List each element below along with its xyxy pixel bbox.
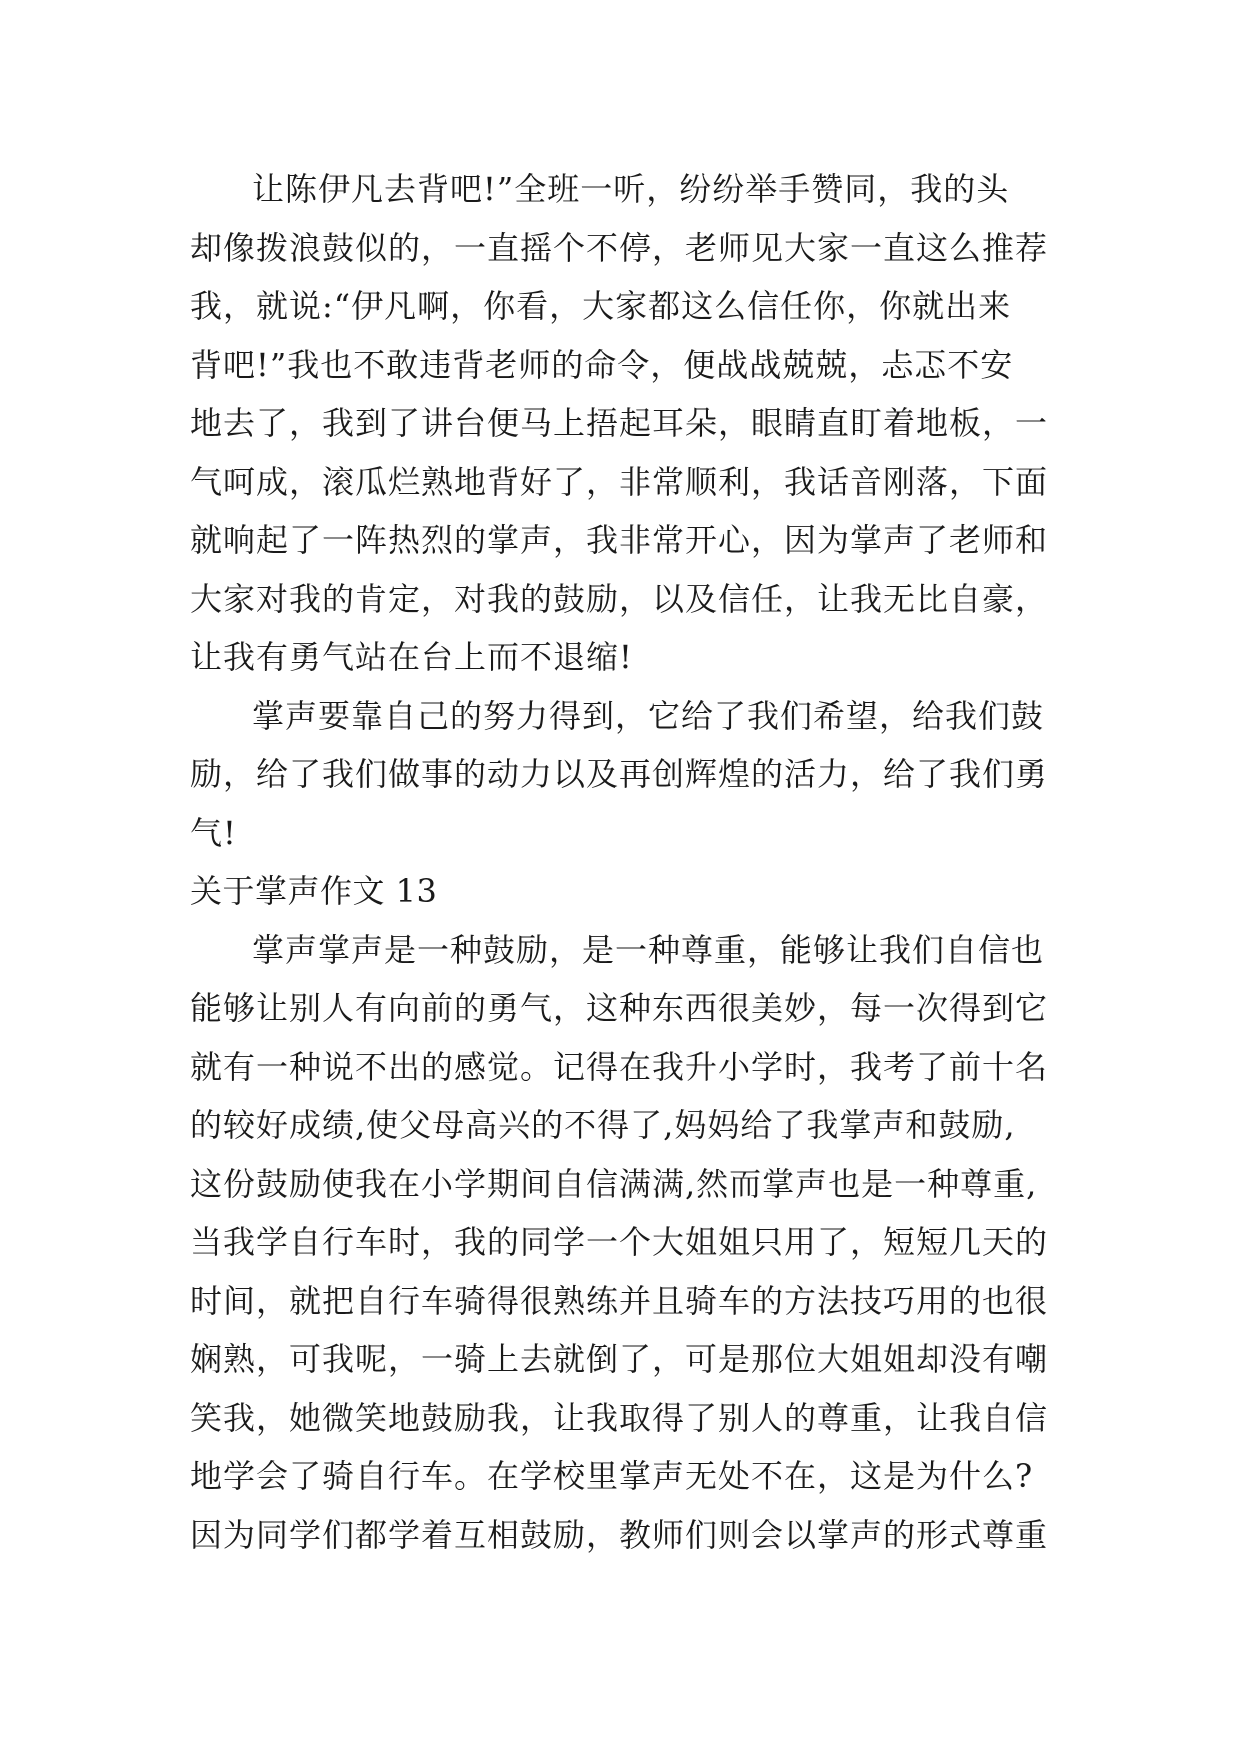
- paragraph-line: 大家对我的肯定，对我的鼓励，以及信任，让我无比自豪，: [190, 579, 1049, 618]
- essay-body: [190, 160, 1070, 1564]
- paragraph-line: 掌声要靠自己的努力得到，它给了我们希望，给我们鼓: [252, 696, 1045, 735]
- paragraph-line: 笑我，她微笑地鼓励我，让我取得了别人的尊重，让我自信: [190, 1398, 1049, 1437]
- paragraph-line: 因为同学们都学着互相鼓励，教师们则会以掌声的形式尊重: [190, 1515, 1049, 1554]
- paragraph-line: 气!: [190, 813, 237, 852]
- paragraph-line: 能够让别人有向前的勇气，这种东西很美妙，每一次得到它: [190, 989, 1049, 1027]
- paragraph-line: 励，给了我们做事的动力以及再创辉煌的活力，给了我们勇: [190, 755, 1049, 793]
- paragraph-line: 让陈伊凡去背吧!”全班一听，纷纷举手赞同，我的头: [252, 170, 1010, 208]
- paragraph-line: 背吧!”我也不敢违背老师的命令，便战战兢兢，忐忑不安: [190, 345, 1014, 384]
- paragraph-line: 的较好成绩,使父母高兴的不得了,妈妈给了我掌声和鼓励,: [190, 1106, 1016, 1144]
- paragraph-line: 地学会了骑自行车。在学校里掌声无处不在，这是为什么?: [190, 1457, 1034, 1495]
- paragraph-line: 娴熟，可我呢，一骑上去就倒了，可是那位大姐姐却没有嘲: [190, 1340, 1049, 1378]
- paragraph-line: 就有一种说不出的感觉。记得在我升小学时，我考了前十名: [190, 1047, 1049, 1086]
- paragraph-line: 地去了，我到了讲台便马上捂起耳朵，眼睛直盯着地板，一: [190, 404, 1049, 442]
- paragraph-line: 掌声掌声是一种鼓励，是一种尊重，能够让我们自信也: [252, 930, 1045, 969]
- section-heading: 关于掌声作文 13: [190, 872, 438, 910]
- paragraph-line: 气呵成，滚瓜烂熟地背好了，非常顺利，我话音刚落，下面: [190, 462, 1049, 501]
- paragraph-line: 就响起了一阵热烈的掌声，我非常开心，因为掌声了老师和: [190, 521, 1049, 559]
- paragraph-line: 我，就说:“伊凡啊，你看，大家都这么信任你，你就出来: [190, 287, 1012, 325]
- paragraph-line: 让我有勇气站在台上而不退缩!: [190, 638, 633, 676]
- paragraph-line: 时间，就把自行车骑得很熟练并且骑车的方法技巧用的也很: [190, 1281, 1049, 1320]
- paragraph-line: 当我学自行车时，我的同学一个大姐姐只用了，短短几天的: [190, 1223, 1049, 1261]
- paragraph-line: 却像拨浪鼓似的，一直摇个不停，老师见大家一直这么推荐: [190, 228, 1049, 267]
- paragraph-line: 这份鼓励使我在小学期间自信满满,然而掌声也是一种尊重,: [190, 1164, 1038, 1203]
